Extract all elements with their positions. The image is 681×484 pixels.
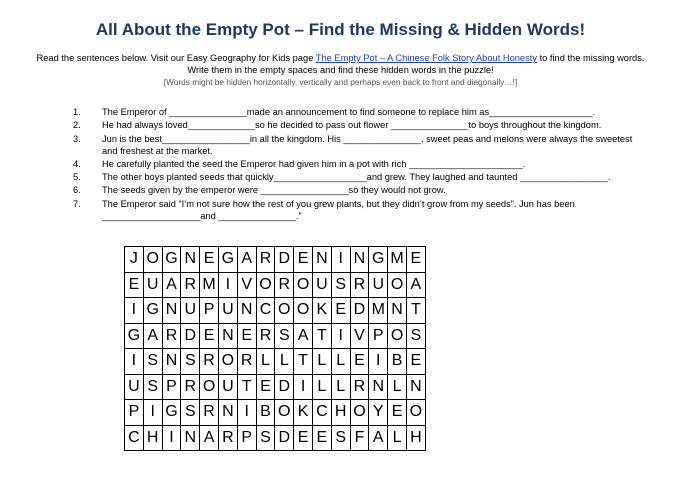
grid-cell[interactable]: E (125, 272, 144, 298)
grid-cell[interactable]: G (218, 247, 237, 273)
instructions (0, 52, 681, 76)
sentence-item (73, 158, 633, 170)
grid-cell[interactable]: A (369, 425, 388, 451)
grid-cell[interactable]: I (125, 298, 144, 324)
grid-cell[interactable]: L (312, 349, 331, 375)
grid-cell[interactable]: A (143, 323, 162, 349)
grid-cell[interactable]: D (275, 425, 294, 451)
sentence-list (73, 106, 633, 223)
grid-cell[interactable]: R (350, 272, 369, 298)
grid-row (125, 323, 426, 349)
sentence-text: He carefully planted the seed the Emperor had given him in a pot with rich ______________________. (102, 158, 526, 169)
grid-cell[interactable]: I (218, 272, 237, 298)
grid-cell[interactable]: P (162, 374, 181, 400)
grid-cell[interactable]: J (125, 247, 144, 273)
sentence-text: The Emperor said “I’m not sure how the rest of you grew plants, but they didn’t grow from my seeds”. Jun has been ___________________and _______________.” (102, 198, 575, 221)
grid-cell[interactable]: B (388, 349, 407, 375)
grid-cell[interactable]: L (331, 374, 350, 400)
grid-cell[interactable]: N (312, 247, 331, 273)
sentence-item (73, 198, 633, 222)
grid-cell[interactable]: N (369, 374, 388, 400)
grid-cell[interactable]: O (256, 272, 275, 298)
grid-cell[interactable]: O (350, 400, 369, 426)
grid-cell[interactable]: E (406, 349, 425, 375)
grid-cell[interactable]: E (256, 374, 275, 400)
grid-cell[interactable]: H (143, 425, 162, 451)
grid-row (125, 349, 426, 375)
grid-cell[interactable]: K (312, 298, 331, 324)
grid-cell[interactable]: N (388, 298, 407, 324)
grid-cell[interactable]: L (312, 374, 331, 400)
grid-cell[interactable]: O (388, 272, 407, 298)
grid-cell[interactable]: R (200, 349, 219, 375)
grid-cell[interactable]: T (312, 323, 331, 349)
grid-cell[interactable]: U (181, 298, 200, 324)
grid-row (125, 400, 426, 426)
grid-cell[interactable]: M (369, 298, 388, 324)
grid-cell[interactable]: I (125, 349, 144, 375)
grid-cell[interactable]: V (350, 323, 369, 349)
grid-cell[interactable]: R (162, 323, 181, 349)
grid-cell[interactable]: D (275, 247, 294, 273)
sentence-text: Jun is the best_________________in all the kingdom. His _______________, sweet peas and melons were always the sweetest and freshest at the market. (102, 133, 633, 156)
grid-cell[interactable]: N (218, 323, 237, 349)
sentence-item (73, 106, 633, 118)
grid-cell[interactable]: A (237, 247, 256, 273)
grid-cell[interactable]: H (406, 425, 425, 451)
grid-row (125, 425, 426, 451)
grid-cell[interactable]: D (275, 374, 294, 400)
grid-cell[interactable]: V (237, 272, 256, 298)
grid-cell[interactable]: U (143, 272, 162, 298)
sentence-number: 4. (73, 158, 81, 169)
grid-cell[interactable]: S (331, 425, 350, 451)
grid-row (125, 247, 426, 273)
grid-cell[interactable]: Y (369, 400, 388, 426)
grid-cell[interactable]: I (331, 323, 350, 349)
sentence-text: The other boys planted seeds that quickly__________________and grew. They laughed and taunted _________________. (102, 172, 611, 183)
grid-cell[interactable]: M (388, 247, 407, 273)
grid-cell[interactable]: C (256, 298, 275, 324)
grid-cell[interactable]: N (350, 247, 369, 273)
hint-note: [Words might be hidden horizontally, vertically and perhaps even back to front and diagonally…!] (163, 77, 518, 87)
grid-cell[interactable]: K (294, 400, 313, 426)
grid-cell[interactable]: S (143, 374, 162, 400)
grid-cell[interactable]: N (162, 349, 181, 375)
grid-cell[interactable]: N (181, 425, 200, 451)
grid-cell[interactable]: G (162, 247, 181, 273)
sentence-number: 5. (73, 172, 81, 183)
grid-cell[interactable]: E (200, 247, 219, 273)
grid-cell[interactable]: R (350, 374, 369, 400)
grid-cell[interactable]: L (331, 349, 350, 375)
grid-cell[interactable]: P (200, 298, 219, 324)
sentence-item (73, 119, 633, 131)
word-search-grid (124, 246, 426, 451)
grid-cell[interactable]: I (331, 247, 350, 273)
grid-cell[interactable]: A (406, 272, 425, 298)
sentence-number: 3. (73, 133, 81, 144)
grid-row (125, 374, 426, 400)
grid-cell[interactable]: E (406, 247, 425, 273)
grid-cell[interactable]: U (125, 374, 144, 400)
grid-cell[interactable]: R (256, 323, 275, 349)
grid-cell[interactable]: O (406, 400, 425, 426)
grid-cell[interactable]: E (294, 425, 313, 451)
grid-cell[interactable]: C (125, 425, 144, 451)
grid-cell[interactable]: S (256, 425, 275, 451)
grid-cell[interactable]: F (350, 425, 369, 451)
grid-cell[interactable]: N (162, 298, 181, 324)
grid-cell[interactable]: O (275, 298, 294, 324)
sentence-text: The Emperor of _______________made an announcement to find someone to replace him as____________________. (102, 107, 596, 117)
grid-cell[interactable]: E (331, 298, 350, 324)
grid-cell[interactable]: O (294, 298, 313, 324)
grid-cell[interactable]: N (237, 298, 256, 324)
grid-cell[interactable]: U (218, 298, 237, 324)
grid-cell[interactable]: N (218, 400, 237, 426)
grid-row (125, 298, 426, 324)
page-title: All About the Empty Pot – Find the Missing & Hidden Words! (95, 20, 586, 39)
grid-cell[interactable]: L (275, 349, 294, 375)
grid-cell[interactable]: O (388, 323, 407, 349)
grid-cell[interactable]: O (294, 272, 313, 298)
grid-cell[interactable]: U (312, 272, 331, 298)
grid-cell[interactable]: G (125, 323, 144, 349)
grid-cell[interactable]: R (275, 272, 294, 298)
grid-cell[interactable]: E (388, 400, 407, 426)
sentence-text: He had always loved_____________so he decided to pass out flower _______________to boys throughout the kingdom. (102, 120, 602, 131)
grid-cell[interactable]: I (162, 425, 181, 451)
grid-cell[interactable]: G (162, 400, 181, 426)
grid-cell[interactable]: R (181, 374, 200, 400)
grid-cell[interactable]: L (388, 425, 407, 451)
grid-cell[interactable]: G (369, 247, 388, 273)
grid-cell[interactable]: U (369, 272, 388, 298)
grid-cell[interactable]: I (237, 400, 256, 426)
grid-cell[interactable]: D (350, 298, 369, 324)
grid-cell[interactable]: S (143, 349, 162, 375)
grid-cell[interactable]: O (200, 374, 219, 400)
grid-cell[interactable]: A (200, 425, 219, 451)
grid-cell[interactable]: S (275, 323, 294, 349)
sentence-text: The seeds given by the emperor were _________________so they would not grow. (102, 185, 446, 196)
grid-cell[interactable]: R (218, 425, 237, 451)
grid-cell[interactable]: A (162, 272, 181, 298)
grid-cell[interactable]: E (294, 247, 313, 273)
grid-cell[interactable]: R (256, 247, 275, 273)
grid-cell[interactable]: U (218, 374, 237, 400)
grid-cell[interactable]: E (312, 425, 331, 451)
grid-cell[interactable]: S (181, 400, 200, 426)
grid-cell[interactable]: S (181, 349, 200, 375)
sentence-number: 7. (73, 198, 81, 209)
grid-cell[interactable]: M (200, 272, 219, 298)
grid-cell[interactable]: I (369, 349, 388, 375)
grid-cell[interactable]: O (218, 349, 237, 375)
grid-cell[interactable]: O (143, 247, 162, 273)
grid-cell[interactable]: T (237, 374, 256, 400)
sentence-number: 6. (73, 185, 81, 196)
grid-cell[interactable]: D (181, 323, 200, 349)
grid-cell[interactable]: P (369, 323, 388, 349)
sentence-item (73, 133, 633, 157)
sentence-number: 1. (73, 107, 81, 117)
grid-cell[interactable]: I (143, 400, 162, 426)
instructions-line-2: Write them in the empty spaces and find these hidden words in the puzzle! (187, 65, 494, 75)
grid-cell[interactable]: I (294, 374, 313, 400)
grid-cell[interactable]: T (406, 298, 425, 324)
grid-cell[interactable]: P (125, 400, 144, 426)
grid-cell[interactable]: O (275, 400, 294, 426)
grid-cell[interactable]: E (200, 323, 219, 349)
grid-cell[interactable]: G (143, 298, 162, 324)
grid-row (125, 272, 426, 298)
grid-cell[interactable]: S (331, 272, 350, 298)
sentence-item (73, 171, 633, 183)
story-link[interactable]: The Empty Pot – A Chinese Folk Story About Honesty (315, 53, 537, 63)
instructions-text-end: to find the missing words. (536, 53, 645, 63)
grid-cell[interactable]: N (406, 374, 425, 400)
grid-cell[interactable]: R (237, 349, 256, 375)
grid-cell[interactable]: B (256, 400, 275, 426)
grid-cell[interactable]: C (312, 400, 331, 426)
grid-cell[interactable]: P (237, 425, 256, 451)
grid-cell[interactable]: N (181, 247, 200, 273)
grid-cell[interactable]: S (406, 323, 425, 349)
grid-cell[interactable]: L (388, 374, 407, 400)
grid-cell[interactable]: T (294, 349, 313, 375)
sentence-item (73, 184, 633, 196)
grid-cell[interactable]: A (294, 323, 313, 349)
instructions-text: Read the sentences below. Visit our Easy Geography for Kids page (36, 53, 316, 63)
grid-cell[interactable]: R (181, 272, 200, 298)
grid-cell[interactable]: H (331, 400, 350, 426)
grid-cell[interactable]: L (256, 349, 275, 375)
grid-cell[interactable]: E (237, 323, 256, 349)
sentence-number: 2. (73, 120, 81, 131)
grid-cell[interactable]: E (350, 349, 369, 375)
grid-cell[interactable]: R (200, 400, 219, 426)
